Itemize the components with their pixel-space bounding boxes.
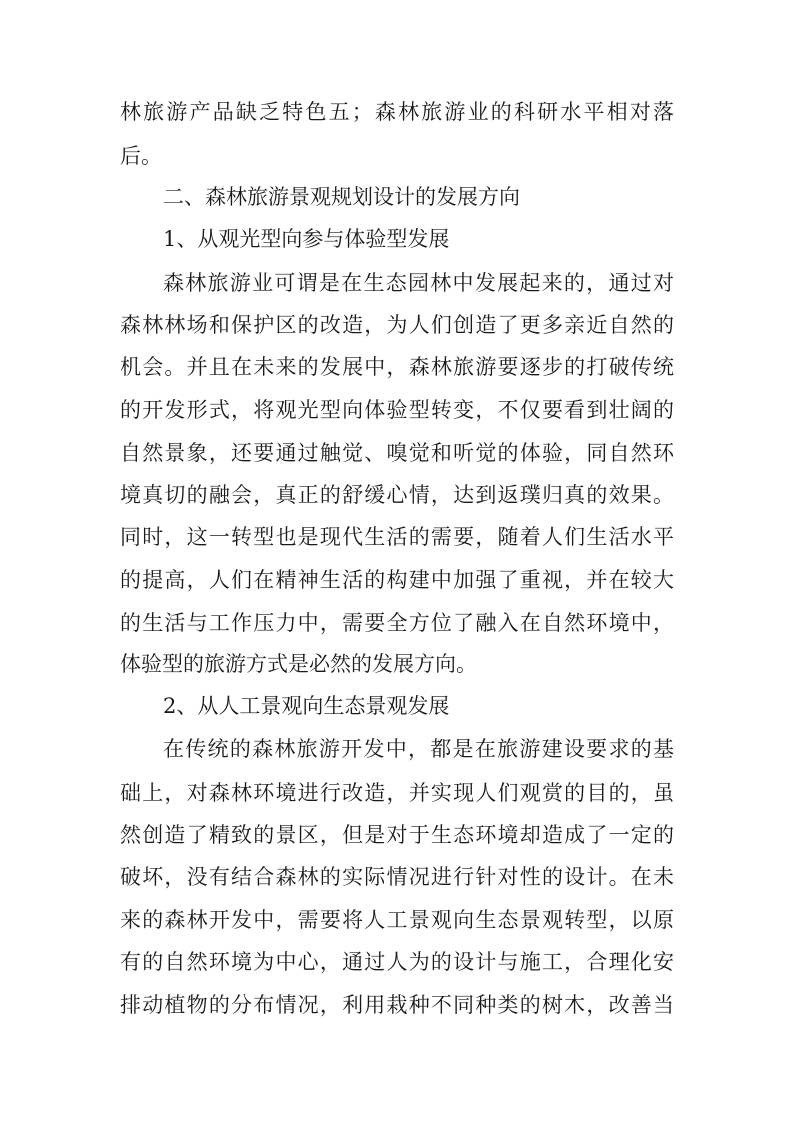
text-line: 破坏，没有结合森林的实际情况进行针对性的设计。在未 [120, 865, 674, 889]
text-line: 础上，对森林环境进行改造，并实现人们观赏的目的，虽 [120, 781, 674, 805]
text-line: 林旅游产品缺乏特色五；森林旅游业的科研水平相对落 [120, 100, 674, 124]
subsection-heading: 2、从人工景观向生态景观发展 [163, 694, 450, 718]
text-line: 有的自然环境为中心，通过人为的设计与施工，合理化安 [120, 950, 674, 974]
text-line: 境真切的融会，真正的舒缓心情，达到返璞归真的效果。 [120, 483, 674, 507]
text-line: 在传统的森林旅游开发中，都是在旅游建设要求的基 [163, 737, 674, 761]
text-line: 的生活与工作压力中，需要全方位了融入在自然环境中， [120, 611, 674, 635]
text-line: 排动植物的分布情况，利用栽种不同种类的树木，改善当 [120, 993, 674, 1017]
section-heading: 二、森林旅游景观规划设计的发展方向 [163, 185, 520, 209]
subsection-heading: 1、从观光型向参与体验型发展 [163, 227, 450, 251]
text-line: 后。 [120, 144, 162, 168]
text-line: 的提高，人们在精神生活的构建中加强了重视，并在较大 [120, 568, 674, 592]
text-line: 森林林场和保护区的改造，为人们创造了更多亲近自然的 [120, 313, 674, 337]
text-line: 森林旅游业可谓是在生态园林中发展起来的，通过对 [163, 271, 674, 295]
text-line: 同时，这一转型也是现代生活的需要，随着人们生活水平 [120, 525, 674, 549]
text-line: 的开发形式，将观光型向体验型转变，不仅要看到壮阔的 [120, 398, 674, 422]
text-line: 然创造了精致的景区，但是对于生态环境却造成了一定的 [120, 823, 674, 847]
text-line: 体验型的旅游方式是必然的发展方向。 [120, 652, 477, 676]
text-line: 来的森林开发中，需要将人工景观向生态景观转型，以原 [120, 908, 674, 932]
text-line: 自然景象，还要通过触觉、嗅觉和听觉的体验，同自然环 [120, 441, 674, 465]
text-line: 机会。并且在未来的发展中，森林旅游要逐步的打破传统 [120, 355, 674, 379]
